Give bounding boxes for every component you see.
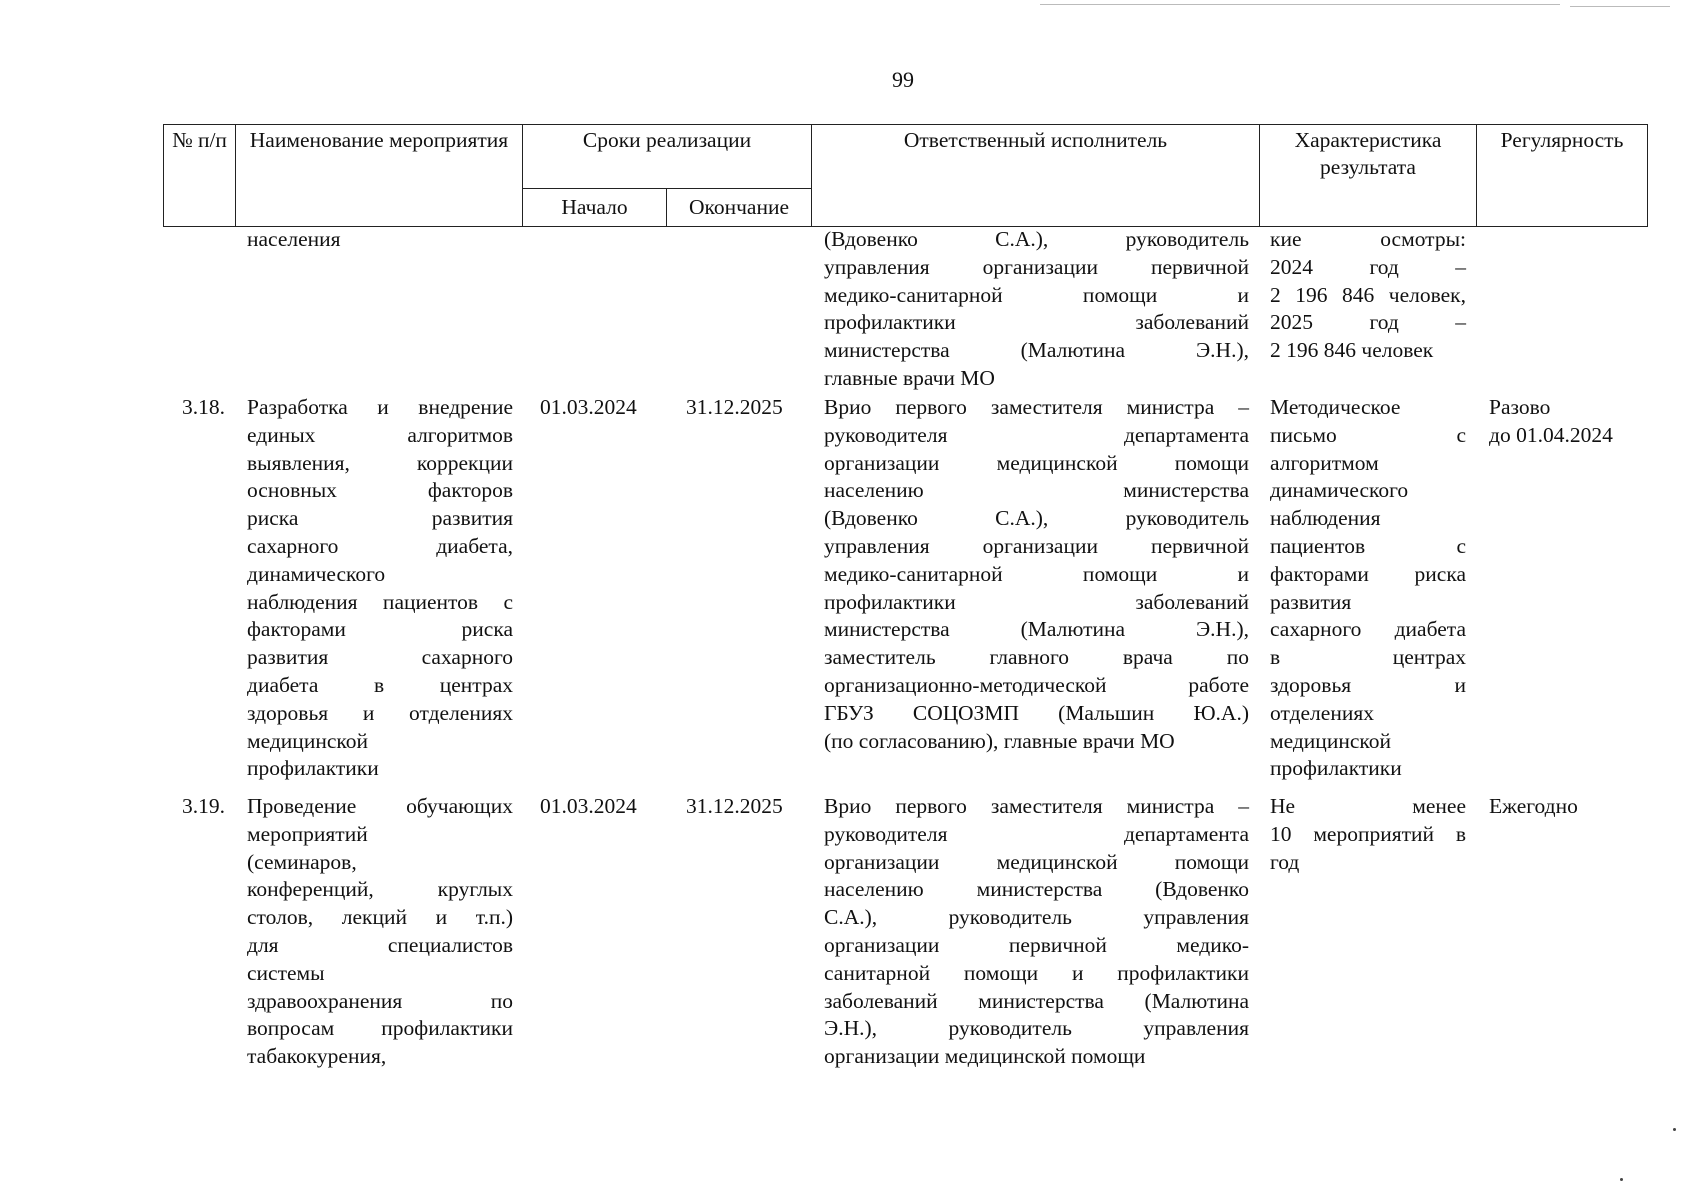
responsible-executor-line: министерства (Малютина Э.Н.),	[824, 617, 1249, 642]
event-name-line: динамического	[247, 561, 386, 586]
event-name-line: основных факторов	[247, 478, 513, 503]
result-characteristic-line: развития	[1270, 589, 1352, 614]
header-result: Характеристика результата	[1260, 125, 1477, 227]
result-characteristic-line: год	[1270, 849, 1300, 874]
event-name-line: диабета в центрах	[247, 672, 513, 697]
row-number: 3.19.	[182, 794, 225, 818]
result-characteristic	[1270, 226, 1466, 365]
event-name	[247, 793, 513, 1071]
responsible-executor-line: организации медицинской помощи	[824, 450, 1249, 475]
event-name-line: развития сахарного	[247, 645, 513, 670]
table-header	[163, 124, 1648, 227]
event-name-line: вопросам профилактики	[247, 1016, 513, 1041]
scan-artifact-line	[1040, 4, 1560, 5]
responsible-executor-line: медико-санитарной помощи и	[824, 561, 1249, 586]
responsible-executor-line: руководителя департамента	[824, 821, 1249, 846]
event-name	[247, 226, 513, 254]
result-characteristic-line: Не менее	[1270, 794, 1466, 818]
result-characteristic-line: кие осмотры:	[1270, 227, 1466, 251]
result-characteristic-line: пациентов с	[1270, 533, 1466, 558]
scan-speck	[1620, 1178, 1623, 1181]
result-characteristic-line: 2 196 846 человек,	[1270, 282, 1466, 307]
header-end: Окончание	[667, 189, 812, 227]
end-date: 31.12.2025	[686, 794, 783, 818]
result-characteristic-line: 10 мероприятий в	[1270, 821, 1466, 846]
responsible-executor-line: министерства (Малютина Э.Н.),	[824, 338, 1249, 363]
result-characteristic-line: письмо с	[1270, 422, 1466, 447]
event-name-line: профилактики	[247, 756, 379, 781]
result-characteristic-line: профилактики	[1270, 756, 1402, 781]
event-name-line: здоровья и отделениях	[247, 700, 513, 725]
responsible-executor-line: организационно-методической работе	[824, 672, 1249, 697]
event-name-line: выявления, коррекции	[247, 450, 513, 475]
event-name-line: единых алгоритмов	[247, 422, 513, 447]
result-characteristic-line: алгоритмом	[1270, 450, 1379, 475]
responsible-executor-line: организации медицинской помощи	[824, 849, 1249, 874]
responsible-executor-line: организации медицинской помощи	[824, 1044, 1146, 1069]
event-name-line: факторами риска	[247, 617, 513, 642]
result-characteristic-line: наблюдения	[1270, 506, 1381, 531]
result-characteristic-line: отделениях	[1270, 700, 1374, 725]
responsible-executor-line: населению министерства (Вдовенко	[824, 877, 1249, 902]
result-characteristic-line: в центрах	[1270, 645, 1466, 670]
event-name-line: мероприятий	[247, 821, 368, 846]
event-name-line: риска развития	[247, 506, 513, 531]
responsible-executor-line: (Вдовенко С.А.), руководитель	[824, 506, 1249, 531]
header-period: Сроки реализации	[523, 125, 812, 189]
result-characteristic-line: динамического	[1270, 478, 1409, 503]
result-characteristic-line: сахарного диабета	[1270, 617, 1466, 642]
scan-artifact-line	[1570, 6, 1670, 7]
end-date: 31.12.2025	[686, 395, 783, 419]
event-name-line: населения	[247, 227, 341, 251]
event-name	[247, 394, 513, 783]
result-characteristic-line: здоровья и	[1270, 672, 1466, 697]
responsible-executor	[824, 793, 1249, 1071]
start-date: 01.03.2024	[540, 395, 637, 419]
event-name-line: Разработка и внедрение	[247, 395, 513, 419]
result-characteristic-line: медицинской	[1270, 728, 1391, 753]
responsible-executor-line: медико-санитарной помощи и	[824, 282, 1249, 307]
event-name-line: здравоохранения по	[247, 988, 513, 1013]
responsible-executor-line: главные врачи МО	[824, 365, 995, 390]
responsible-executor-line: Врио первого заместителя министра –	[824, 794, 1249, 818]
responsible-executor-line: профилактики заболеваний	[824, 310, 1249, 335]
event-name-line: наблюдения пациентов с	[247, 589, 513, 614]
responsible-executor-line: управления организации первичной	[824, 533, 1249, 558]
responsible-executor-line: (по согласованию), главные врачи МО	[824, 728, 1175, 753]
responsible-executor	[824, 394, 1249, 755]
event-name-line: (семинаров,	[247, 849, 357, 874]
responsible-executor-line: С.А.), руководитель управления	[824, 905, 1249, 930]
event-name-line: табакокурения,	[247, 1044, 387, 1069]
result-characteristic-line: факторами риска	[1270, 561, 1466, 586]
scan-speck	[1673, 1128, 1676, 1131]
header-start: Начало	[523, 189, 667, 227]
event-name-line: медицинской	[247, 728, 368, 753]
event-name-line: столов, лекций и т.п.)	[247, 905, 513, 930]
result-characteristic	[1270, 394, 1466, 783]
result-characteristic-line: 2 196 846 человек	[1270, 338, 1434, 363]
start-date: 01.03.2024	[540, 794, 637, 818]
event-name-line: конференций, круглых	[247, 877, 513, 902]
responsible-executor	[824, 226, 1249, 393]
responsible-executor-line: (Вдовенко С.А.), руководитель	[824, 227, 1249, 251]
event-name-line: сахарного диабета,	[247, 533, 513, 558]
result-characteristic-line: 2024 год –	[1270, 254, 1466, 279]
page-number: 99	[892, 67, 914, 92]
responsible-executor-line: санитарной помощи и профилактики	[824, 960, 1249, 985]
result-characteristic-line: Методическое	[1270, 395, 1401, 419]
header-num: № п/п	[164, 125, 236, 227]
row-number: 3.18.	[182, 395, 225, 419]
responsible-executor-line: профилактики заболеваний	[824, 589, 1249, 614]
header-name: Наименование мероприятия	[236, 125, 523, 227]
responsible-executor-line: управления организации первичной	[824, 254, 1249, 279]
responsible-executor-line: заместитель главного врача по	[824, 645, 1249, 670]
regularity-line: Ежегодно	[1489, 794, 1578, 818]
event-name-line: системы	[247, 960, 325, 985]
responsible-executor-line: заболеваний министерства (Малютина	[824, 988, 1249, 1013]
result-characteristic-line: 2025 год –	[1270, 310, 1466, 335]
responsible-executor-line: организации первичной медико-	[824, 932, 1249, 957]
regularity	[1489, 793, 1649, 821]
responsible-executor-line: ГБУЗ СОЦОЗМП (Мальшин Ю.А.)	[824, 700, 1249, 725]
header-regularity: Регулярность	[1477, 125, 1648, 227]
event-name-line: Проведение обучающих	[247, 794, 513, 818]
responsible-executor-line: населению министерства	[824, 478, 1249, 503]
responsible-executor-line: Врио первого заместителя министра –	[824, 395, 1249, 419]
header-responsible: Ответственный исполнитель	[812, 125, 1260, 227]
regularity-line: до 01.04.2024	[1489, 422, 1613, 447]
result-characteristic	[1270, 793, 1466, 876]
responsible-executor-line: Э.Н.), руководитель управления	[824, 1016, 1249, 1041]
responsible-executor-line: руководителя департамента	[824, 422, 1249, 447]
regularity-line: Разово	[1489, 395, 1551, 419]
regularity	[1489, 394, 1649, 450]
event-name-line: для специалистов	[247, 932, 513, 957]
